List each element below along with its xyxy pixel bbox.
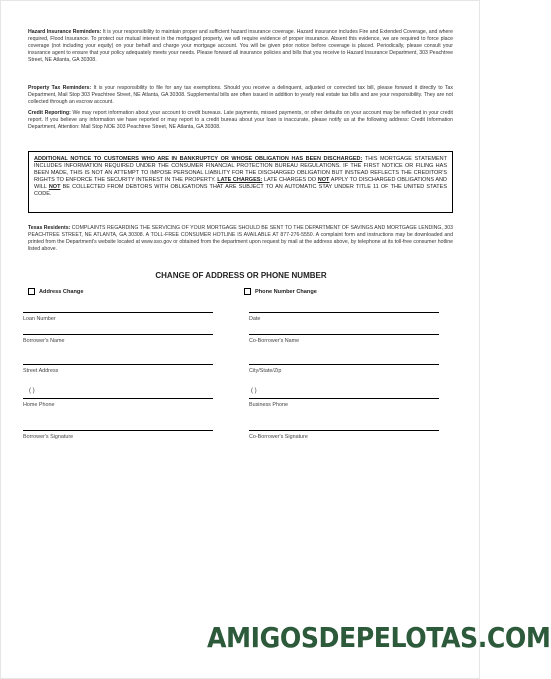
business-phone-area-code: ( )	[251, 388, 257, 394]
bankruptcy-notice-box	[28, 151, 453, 213]
late-charges-text-1: LATE CHARGES DO	[263, 177, 317, 183]
address-change-label: Address Change	[39, 288, 84, 295]
borrower-name-label: Borrower's Name	[23, 338, 65, 344]
co-borrower-signature-label: Co-Borrower's Signature	[249, 434, 308, 440]
property-tax-text: It is your responsibility to file for any tax exemptions. Should you receive a delinquent, adjusted or corrected tax bill, please forward it directly to Tax Department, Mail Stop 303 Peachtree Street, NE Atlanta, GA 30308. Supplemental bills are often issued in addition to yearly real estate tax bills and are your responsibility. They are not collected through an escrow account.	[28, 85, 453, 106]
address-change-checkbox[interactable]	[28, 288, 35, 295]
phone-change-option[interactable]	[244, 288, 317, 295]
business-phone-field[interactable]	[249, 388, 439, 408]
address-change-option[interactable]	[28, 288, 83, 295]
phone-change-checkbox[interactable]	[244, 288, 251, 295]
date-field[interactable]	[249, 312, 439, 322]
hazard-insurance-title: Hazard Insurance Reminders:	[28, 29, 102, 35]
site-watermark-logo: AMIGOSDEPELOTAS.COM	[207, 621, 551, 654]
hazard-insurance-text: It is your responsibility to maintain proper and sufficient hazard insurance coverage. Hazard insurance includes Fire and Extended Coverage, and where required, Flood Insurance. To protect our mutual interest in the mortgaged property, we will require evidence of proper insurance. Absent this evidence, we are required to force place coverage (not including your equity) on your behalf and charge your mortgage account. You will be given prior notice before coverage is placed. Periodically, please consult your insurance agent to ensure that your policy adequately meets your needs. Please forward all insurance policies and bills that you receive to Hazard Insurance Department, 303 Peachtree Street, NE Atlanta, GA 30308.	[28, 29, 453, 64]
date-label: Date	[249, 316, 261, 322]
street-address-label: Street Address	[23, 368, 59, 374]
business-phone-label: Business Phone	[249, 402, 288, 408]
hazard-insurance-paragraph	[28, 29, 453, 64]
texas-residents-text: COMPLAINTS REGARDING THE SERVICING OF YOUR MORTGAGE SHOULD BE SENT TO THE DEPARTMENT OF SAVINGS AND MORTGAGE LENDING, 303 PEACHTREE STREET, NE ATLANTA, GA 30308. A TOLL-FREE CONSUMER HOTLINE IS AVAILABLE AT 877-276-5550. A complaint form and instructions may be downloaded and printed from the Department's website located at www.sso.gov or obtained from the department upon request by mail at the address above, by telephone at its toll-free consumer hotline listed above.	[28, 225, 453, 253]
co-borrower-name-field[interactable]	[249, 334, 439, 344]
texas-residents-paragraph	[28, 225, 453, 253]
home-phone-field[interactable]	[23, 388, 213, 408]
street-address-field[interactable]	[23, 364, 213, 374]
change-of-address-title: CHANGE OF ADDRESS OR PHONE NUMBER	[155, 271, 327, 280]
phone-change-label: Phone Number Change	[255, 288, 317, 295]
late-charges-not-2: NOT	[48, 184, 61, 190]
borrower-signature-field[interactable]	[23, 430, 213, 440]
city-state-zip-label: City/State/Zip	[249, 368, 282, 374]
late-charges-label: LATE CHARGES:	[217, 177, 263, 183]
property-tax-paragraph	[28, 85, 453, 106]
property-tax-title: Property Tax Reminders:	[28, 85, 92, 91]
credit-reporting-paragraph	[28, 110, 453, 131]
co-borrower-signature-field[interactable]	[249, 430, 439, 440]
loan-number-field[interactable]	[23, 312, 213, 322]
late-charges-text-3: BE COLLECTED FROM DEBTORS WITH OBLIGATIONS THAT ARE SUBJECT TO AN AUTOMATIC STAY UNDER TITLE 11 OF THE UNITED STATES CODE.	[34, 184, 448, 197]
credit-reporting-text: We may report information about your account to credit bureaus. Late payments, missed payments, or other defaults on your account may be reflected in your credit report. If you believe any information we have reported or may report to a credit bureau about your loan is inaccurate, please notify us at the following address: Credit Information Department, Attention: Mail Stop NOE 303 Peachtree Street, NE Atlanta, GA 30308.	[28, 110, 453, 131]
loan-number-label: Loan Number	[23, 316, 56, 322]
borrower-signature-label: Borrower's Signature	[23, 434, 74, 440]
late-charges-text-2: APPLY TO DISCHARGED OBLIGATIONS AND WILL	[34, 177, 448, 190]
borrower-name-field[interactable]	[23, 334, 213, 344]
co-borrower-name-label: Co-Borrower's Name	[249, 338, 300, 344]
credit-reporting-title: Credit Reporting:	[28, 110, 71, 116]
city-state-zip-field[interactable]	[249, 364, 439, 374]
bankruptcy-notice-heading: ADDITIONAL NOTICE TO CUSTOMERS WHO ARE IN BANKRUPTCY OR WHOSE OBLIGATION HAS BEEN DISCHARGED:	[34, 156, 363, 162]
bankruptcy-notice-body: THIS MORTGAGE STATEMENT INCLUDES INFORMATION REQUIRED UNDER THE CONSUMER FINANCIAL PROTECTION BUREAU REGULATIONS. IF THE FIRST NOTICE OR FILING HAS BEEN MADE, THIS IS NOT AN ATTEMPT TO IMPOSE PERSONAL LIABILITY FOR THE DISCHARGED OBLIGATION BUT INSTEAD REFLECTS THE CREDITOR'S RIGHTS TO ENFORCE THE SECURITY INTEREST IN THE PROPERTY.	[34, 156, 447, 183]
home-phone-label: Home Phone	[23, 402, 55, 408]
home-phone-area-code: ( )	[29, 388, 35, 394]
texas-residents-title: Texas Residents:	[28, 225, 71, 231]
late-charges-not-1: NOT	[317, 177, 330, 183]
